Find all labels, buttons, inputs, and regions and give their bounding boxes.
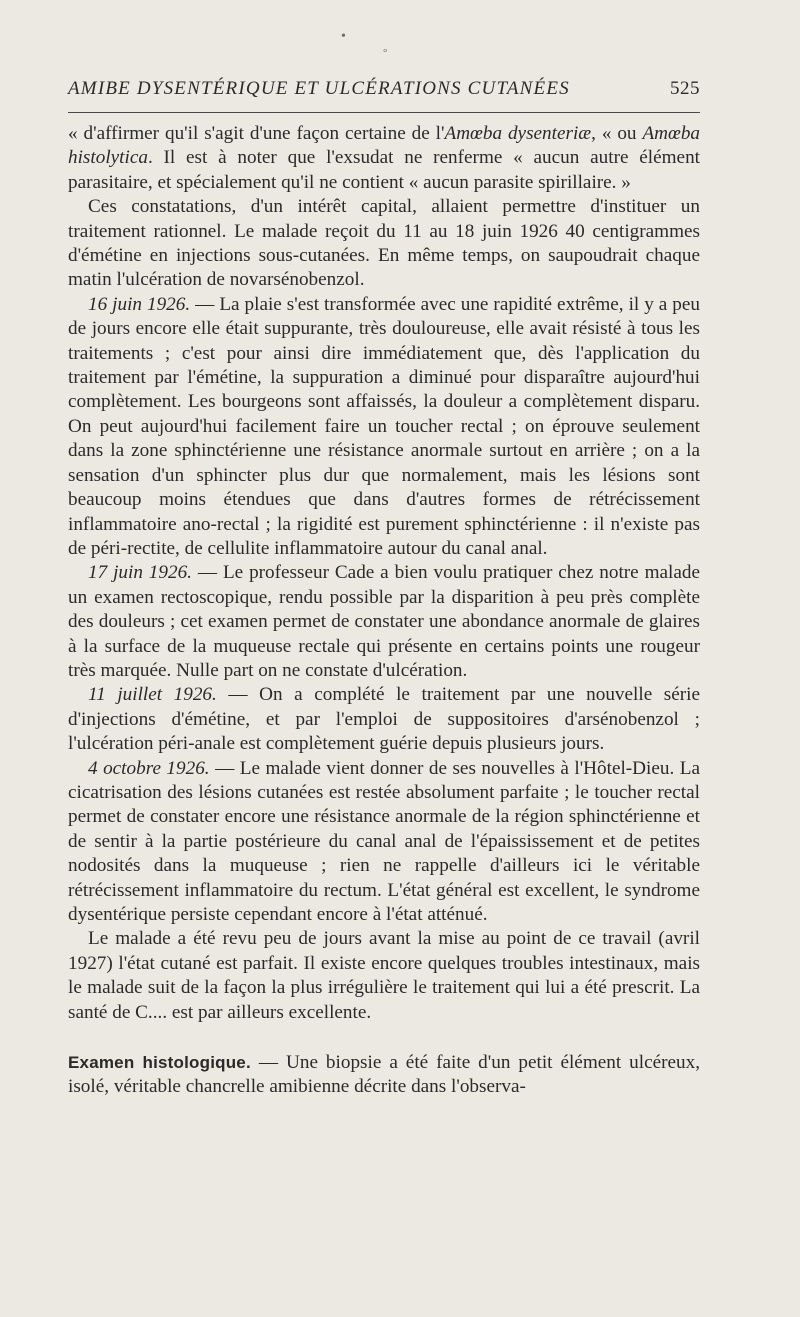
text-run: — Le malade vient donner de ses nouvelles à l'Hôtel-Dieu. La cicatrisation des lésions cutanées est restée absolument parfaite ; le toucher rectal permet de constater encore une résistance anormale de la région sphinctérienne et de sentir à la partie postérieure du canal anal de l'épaississement et de petites nodosités dans la muqueuse ; rien ne rappelle d'ailleurs ici le véritable rétrécissement inflammatoire du rectum. L'état général est excellent, le syndrome dysentérique persiste cependant encore à l'état atténué.	[68, 757, 700, 925]
paragraph-6	[68, 757, 700, 928]
ink-speck: •	[341, 29, 346, 44]
text-run: — Une biopsie a été faite d'un petit élément ulcéreux, isolé, véritable chancrelle amibienne décrite dans l'observa-	[68, 1052, 700, 1098]
italic-text: 4 octobre 1926.	[88, 757, 210, 779]
ink-speck: °	[383, 47, 388, 59]
paragraph-4	[68, 561, 700, 683]
italic-text: 17 juin 1926.	[88, 562, 192, 584]
text-run: « d'affirmer qu'il s'agit d'une façon certaine de l'	[68, 123, 445, 144]
italic-text: 11 juillet 1926.	[88, 684, 217, 706]
section-heading: Examen histologique.	[68, 1053, 251, 1073]
body-text	[68, 122, 700, 1100]
page-number: 525	[670, 78, 700, 99]
paragraph-1	[68, 122, 700, 195]
italic-text: Amœba histolytica	[68, 123, 701, 169]
text-run: , « ou	[591, 123, 643, 144]
paragraph-5	[68, 683, 700, 756]
italic-text: Amœba dysenteriæ	[444, 123, 592, 144]
italic-text: 16 juin 1926.	[88, 293, 191, 315]
text-run: — La plaie s'est transformée avec une rapidité extrême, il y a peu de jours encore elle était suppurante, très douloureuse, elle avait résisté à tous les traitements ; c'est pour ainsi dire immédiatement que, dès l'application du traitement par l'émétine, la suppuration a diminué pour disparaître aujourd'hui complètement. Les bourgeons sont affaissés, la douleur a complètement disparu. On peut aujourd'hui facilement faire un toucher rectal ; on éprouve seulement dans la zone sphinctérienne une résistance anormale surtout en arrière ; on a la sensation d'un sphincter plus dur que normalement, mais les lésions sont beaucoup moins étendues que dans d'autres formes de rétrécissement inflammatoire ano-rectal ; la rigidité est purement sphinctérienne : il n'existe pas de péri-rectite, de cellulite inflammatoire autour du canal anal.	[68, 293, 700, 559]
text-run: — Le professeur Cade a bien voulu pratiquer chez notre malade un examen rectoscopique, rendu possible par la disparition à peu près complète des douleurs ; cet examen permet de constater une abondance anormale de glaires à la surface de la muqueuse rectale qui présente en certains points une rougeur très marquée. Nulle part on ne constate d'ulcération.	[68, 562, 700, 681]
paragraph-8	[68, 1051, 700, 1100]
paragraph-3	[68, 293, 700, 561]
text-run: . Il est à noter que l'exsudat ne renferme « aucun autre élément parasitaire, et spécialement qu'il ne contient « aucun parasite spirillaire. »	[68, 147, 700, 193]
paragraph-2	[68, 195, 700, 293]
running-header	[68, 78, 700, 113]
running-title: AMIBE DYSENTÉRIQUE ET ULCÉRATIONS CUTANÉES	[68, 78, 570, 99]
text-run: Le malade a été revu peu de jours avant la mise au point de ce travail (avril 1927) l'état cutané est parfait. Il existe encore quelques troubles intestinaux, mais le malade suit de la façon la plus irrégulière le traitement qui lui a été prescrit. La santé de C.... est par ailleurs excellente.	[68, 928, 700, 1023]
text-run: — On a complété le traitement par une nouvelle série d'injections d'émétine, et par l'emploi de suppositoires d'arsénobenzol ; l'ulcération péri-anale est complètement guérie depuis plusieurs jours.	[68, 684, 700, 755]
paragraph-7	[68, 927, 700, 1025]
text-run: Ces constatations, d'un intérêt capital, allaient permettre d'instituer un traitement rationnel. Le malade reçoit du 11 au 18 juin 1926 40 centigrammes d'émétine en injections sous-cutanées. En même temps, on saupoudrait chaque matin l'ulcération de novarsénobenzol.	[68, 196, 700, 291]
